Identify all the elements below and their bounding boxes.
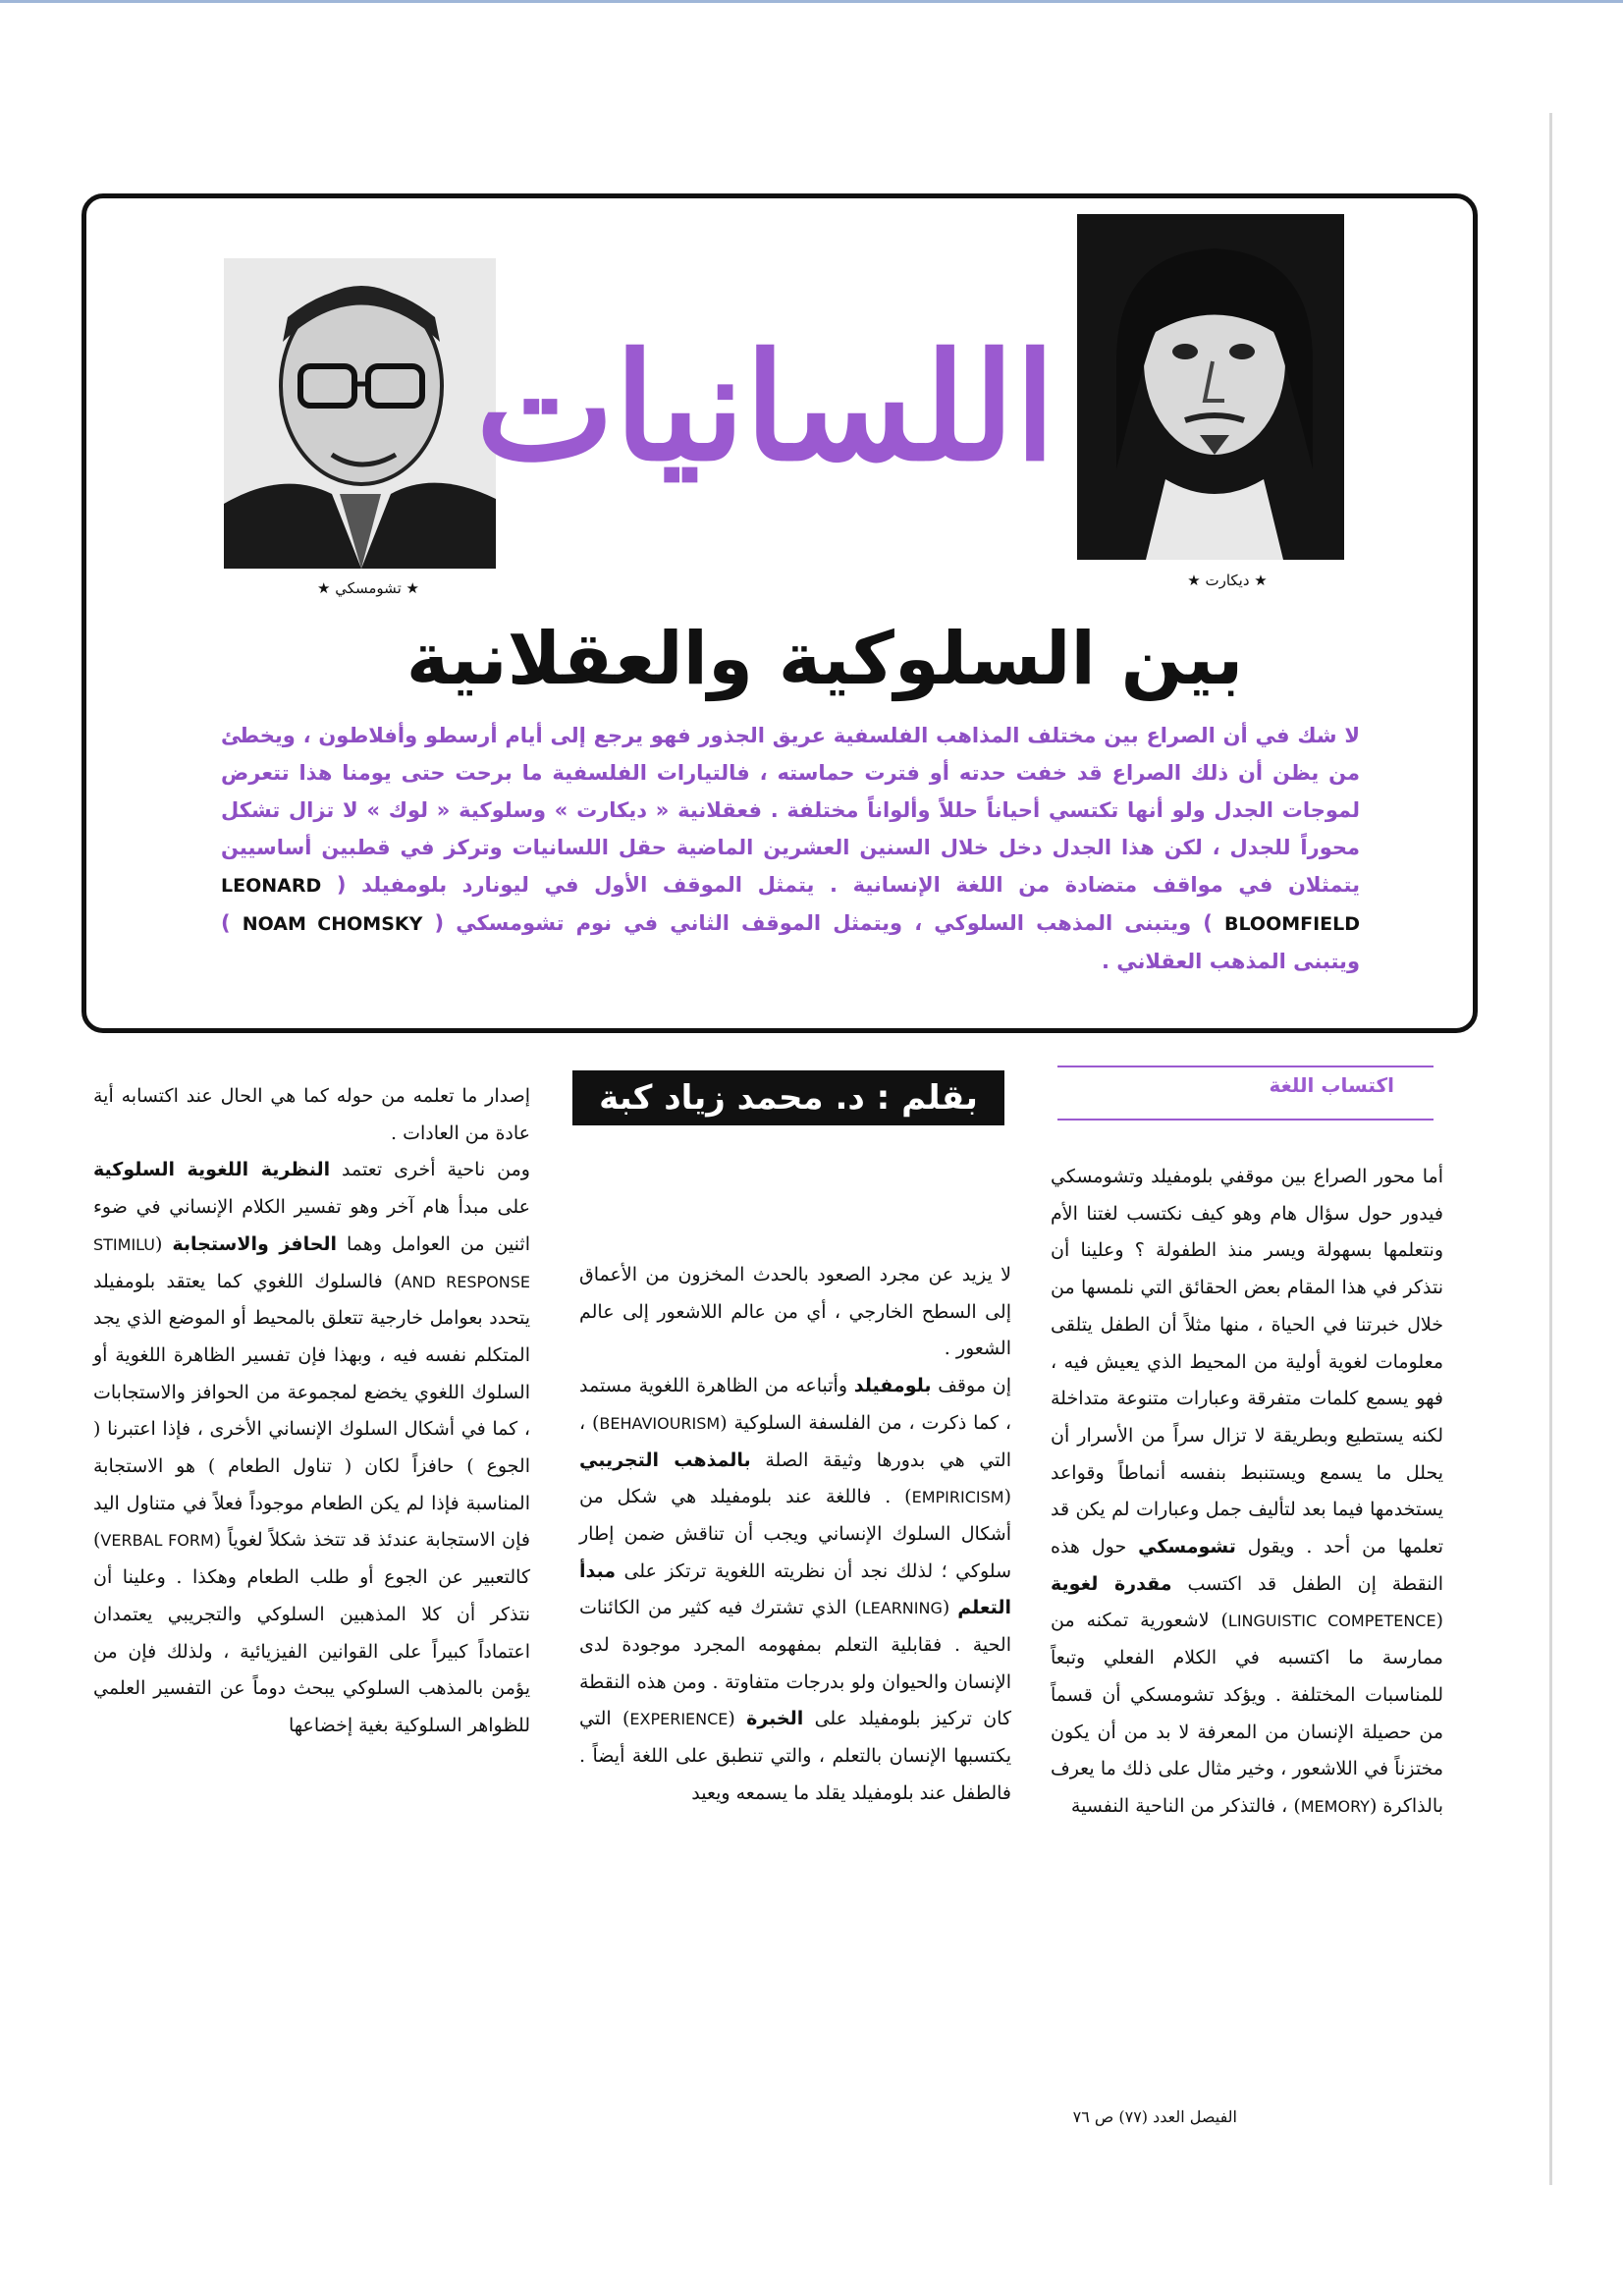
latin-term: LINGUISTIC COMPETENCE <box>1227 1612 1436 1631</box>
bold-term: الحافز والاستجابة <box>172 1232 338 1255</box>
intro-text-2: ) ويتبنى المذهب السلوكي ، ويتمثل الموقف الثاني في نوم تشومسكي ( <box>434 911 1213 935</box>
paragraph <box>93 1152 530 1744</box>
intro-paragraph <box>221 717 1360 980</box>
bold-term: مقدرة لغوية <box>1051 1572 1172 1595</box>
text-run: ) فالسلوك اللغوي كما يعتقد بلومفيلد يتحدد بعوامل خارجية تتعلق بالمحيط أو الموضع الذي يجد المتكلم نفسه فيه ، وبهذا فإن تفسير الظاهرة اللغوية أو السلوك اللغوي يخضع لمجموعة من الحوافز والاستجابات ، كما في أشكال السلوك الإنساني الأخرى ، فإذا اعتبرنا ( الجوع ) حافزاً لكان ( تناول الطعام ) هو الاستجابة المناسبة فإذا لم يكن الطعام موجوداً فعلاً في متناول اليد فإن الاستجابة عندئذ قد تتخذ شكلاً لغوياً ( <box>93 1270 530 1552</box>
text-run: ) التي يكتسبها الإنسان بالتعلم ، والتي تنطبق على اللغة أيضاً . فالطفل عند بلومفيلد يقلد ما يسمعه ويعيد <box>579 1708 1011 1804</box>
text-run: ) كالتعبير عن الجوع أو طلب الطعام وهكذا . وعلينا أن نتذكر أن كلا المذهبين السلوكي والتجريبي يعتمدان اعتماداً كبيراً على القوانين الفيزيائية ، ولذلك فإن من يؤمن بالمذهب السلوكي يبحث دوماً عن التفسير العلمي للظواهر السلوكية بغية إخضاعها <box>93 1529 530 1736</box>
descartes-portrait <box>1077 214 1344 560</box>
paragraph <box>579 1368 1011 1812</box>
main-title: اللسانيات <box>475 321 1055 494</box>
column-middle <box>579 1257 1011 1813</box>
text-run: ( <box>155 1232 173 1255</box>
bold-term: مبدأ التعلم <box>579 1559 1011 1619</box>
descartes-caption: ★ ديكارت ★ <box>1187 572 1268 589</box>
text-run: ( <box>942 1597 958 1619</box>
column-right <box>1051 1159 1443 1826</box>
text-run: ( <box>1003 1486 1011 1508</box>
section-rule-top <box>1057 1066 1434 1067</box>
text-run: ( <box>728 1708 747 1730</box>
paragraph <box>1051 1159 1443 1826</box>
section-rule-bottom <box>1057 1119 1434 1121</box>
text-run: حول هذه النقطة إن الطفل قد اكتسب <box>1051 1536 1443 1595</box>
text-run: ) الذي تشترك فيه كثير من الكائنات الحية . فقابلية التعلم بمفهومه المجرد موجودة لدى الإنسان والحيوان ولو بدرجات متفاوتة . ومن هذه النقطة كان تركيز بلومفيلد على <box>579 1597 1012 1730</box>
intro-latin-bloomfield: LEONARD BLOOMFIELD <box>221 875 1361 935</box>
page-footer: الفيصل العدد (٧٧) ص ٧٦ <box>1072 2107 1237 2126</box>
latin-term: BEHAVIOURISM <box>599 1413 721 1433</box>
paragraph: لا يزيد عن مجرد الصعود بالحدث المخزون من الأعماق إلى السطح الخارجي ، أي من عالم اللاشعور إلى عالم الشعور . <box>579 1264 1011 1360</box>
latin-term: STIMILU AND RESPONSE <box>93 1234 531 1291</box>
latin-term: EXPERIENCE <box>629 1710 729 1729</box>
paragraph: إصدار ما تعلمه من حوله كما هي الحال عند اكتسابه أية عادة من العادات . <box>93 1085 530 1144</box>
bold-term: بالمذهب التجريبي <box>579 1449 751 1471</box>
chomsky-portrait <box>224 258 496 569</box>
intro-text-1: لا شك في أن الصراع بين مختلف المذاهب الفلسفية عريق الجذور فهو يرجع إلى أيام أرسطو وأفلاطون ، ويخطئ من يظن أن ذلك الصراع قد خفت حدته أو فترت حماسته ، فالتيارات الفلسفية ما برحت حتى يومنا هذا تتعرض لموجات الجدل ولو أنها تكتسي أحياناً حللاً وألواناً مختلفة . فعقلانية « ديكارت » وسلوكية « لوك » لا تزال تشكل محوراً للجدل ، لكن هذا الجدل دخل خلال السنين العشرين الماضية حقل اللسانيات وتركز في قطبين أساسيين يتمثلان في مواقف متضادة من اللغة الإنسانية . يتمثل الموقف الأول في ليونارد بلومفيلد ( <box>221 724 1360 897</box>
column-left <box>93 1078 530 1745</box>
text-run: أما محور الصراع بين موقفي بلومفيلد وتشومسكي فيدور حول سؤال هام وهو كيف نكتسب لغتنا الأم ونتعلمها بسهولة ويسر منذ الطفولة ؟ وعلينا أن نتذكر في هذا المقام بعض الحقائق التي نلمسها من خلال خبرتنا في الحياة ، منها مثلاً أن الطفل يتلقى معلومات لغوية أولية من المحيط الذي يعيش فيه ، فهو يسمع كلمات متفرقة وعبارات متنوعة متداخلة لكنه يستطيع وبطريقة لا تزال سراً من الأسرار أن يحلل ما يسمع ويستنبط بنفسه أنماطاً وقواعد يستخدمها فيما بعد لتأليف جمل وعبارات لم يكن قد تعلمها من أحد . ويقول <box>1051 1166 1443 1558</box>
chomsky-caption: ★ تشومسكي ★ <box>317 579 419 597</box>
latin-term: MEMORY <box>1300 1796 1370 1816</box>
text-run: وأتباعه من الظاهرة اللغوية مستمد ، كما ذكرت ، من الفلسفة السلوكية ( <box>579 1375 1011 1434</box>
text-run: ) . فاللغة عند بلومفيلد هي شكل من أشكال السلوك الإنساني ويجب أن تناقش ضمن إطار سلوكي ؛ لذلك نجد أن نظريته اللغوية ترتكز على <box>579 1486 1011 1582</box>
text-run: على مبدأ هام آخر وهو تفسير الكلام الإنساني في ضوء اثنين من العوامل وهما <box>93 1196 530 1255</box>
intro-text-3: ) ويتبنى المذهب العقلاني . <box>221 911 1360 973</box>
bold-term: النظرية اللغوية السلوكية <box>93 1159 331 1181</box>
text-run: ) ، التي هي بدورها وثيقة الصلة <box>579 1411 1011 1471</box>
latin-term: EMPIRICISM <box>911 1488 1004 1507</box>
text-run: ) ، فالتذكر من الناحية النفسية <box>1070 1794 1301 1817</box>
intro-latin-chomsky: NOAM CHOMSKY <box>242 913 423 935</box>
scan-top-edge <box>0 0 1623 3</box>
byline: بقلم : د. محمد زياد كبة <box>572 1070 1004 1125</box>
text-run: ومن ناحية أخرى تعتمد <box>330 1159 530 1181</box>
bold-term: بلومفيلد <box>853 1375 932 1397</box>
bold-term: تشومسكي <box>1138 1536 1236 1558</box>
section-title: اكتساب اللغة <box>1269 1073 1394 1097</box>
latin-term: LEARNING <box>861 1599 943 1618</box>
text-run: ) لاشعورية تمكنه من ممارسة ما اكتسبه في الكلام الفعلي وتبعاً للمناسبات المختلفة . ويؤكد تشومسكي أن قسماً من حصيلة الإنسان من المعرفة لا بد من أن يكون مختزناً في اللاشعور ، وخير مثال على ذلك ما يعرف بالذاكرة ( <box>1051 1610 1443 1817</box>
latin-term: VERBAL FORM <box>100 1531 214 1551</box>
bold-term: الخبرة <box>746 1708 804 1730</box>
text-run: إن موقف <box>931 1375 1011 1397</box>
subtitle: بين السلوكية والعقلانية <box>406 617 1244 701</box>
text-run: ( <box>1435 1610 1444 1632</box>
